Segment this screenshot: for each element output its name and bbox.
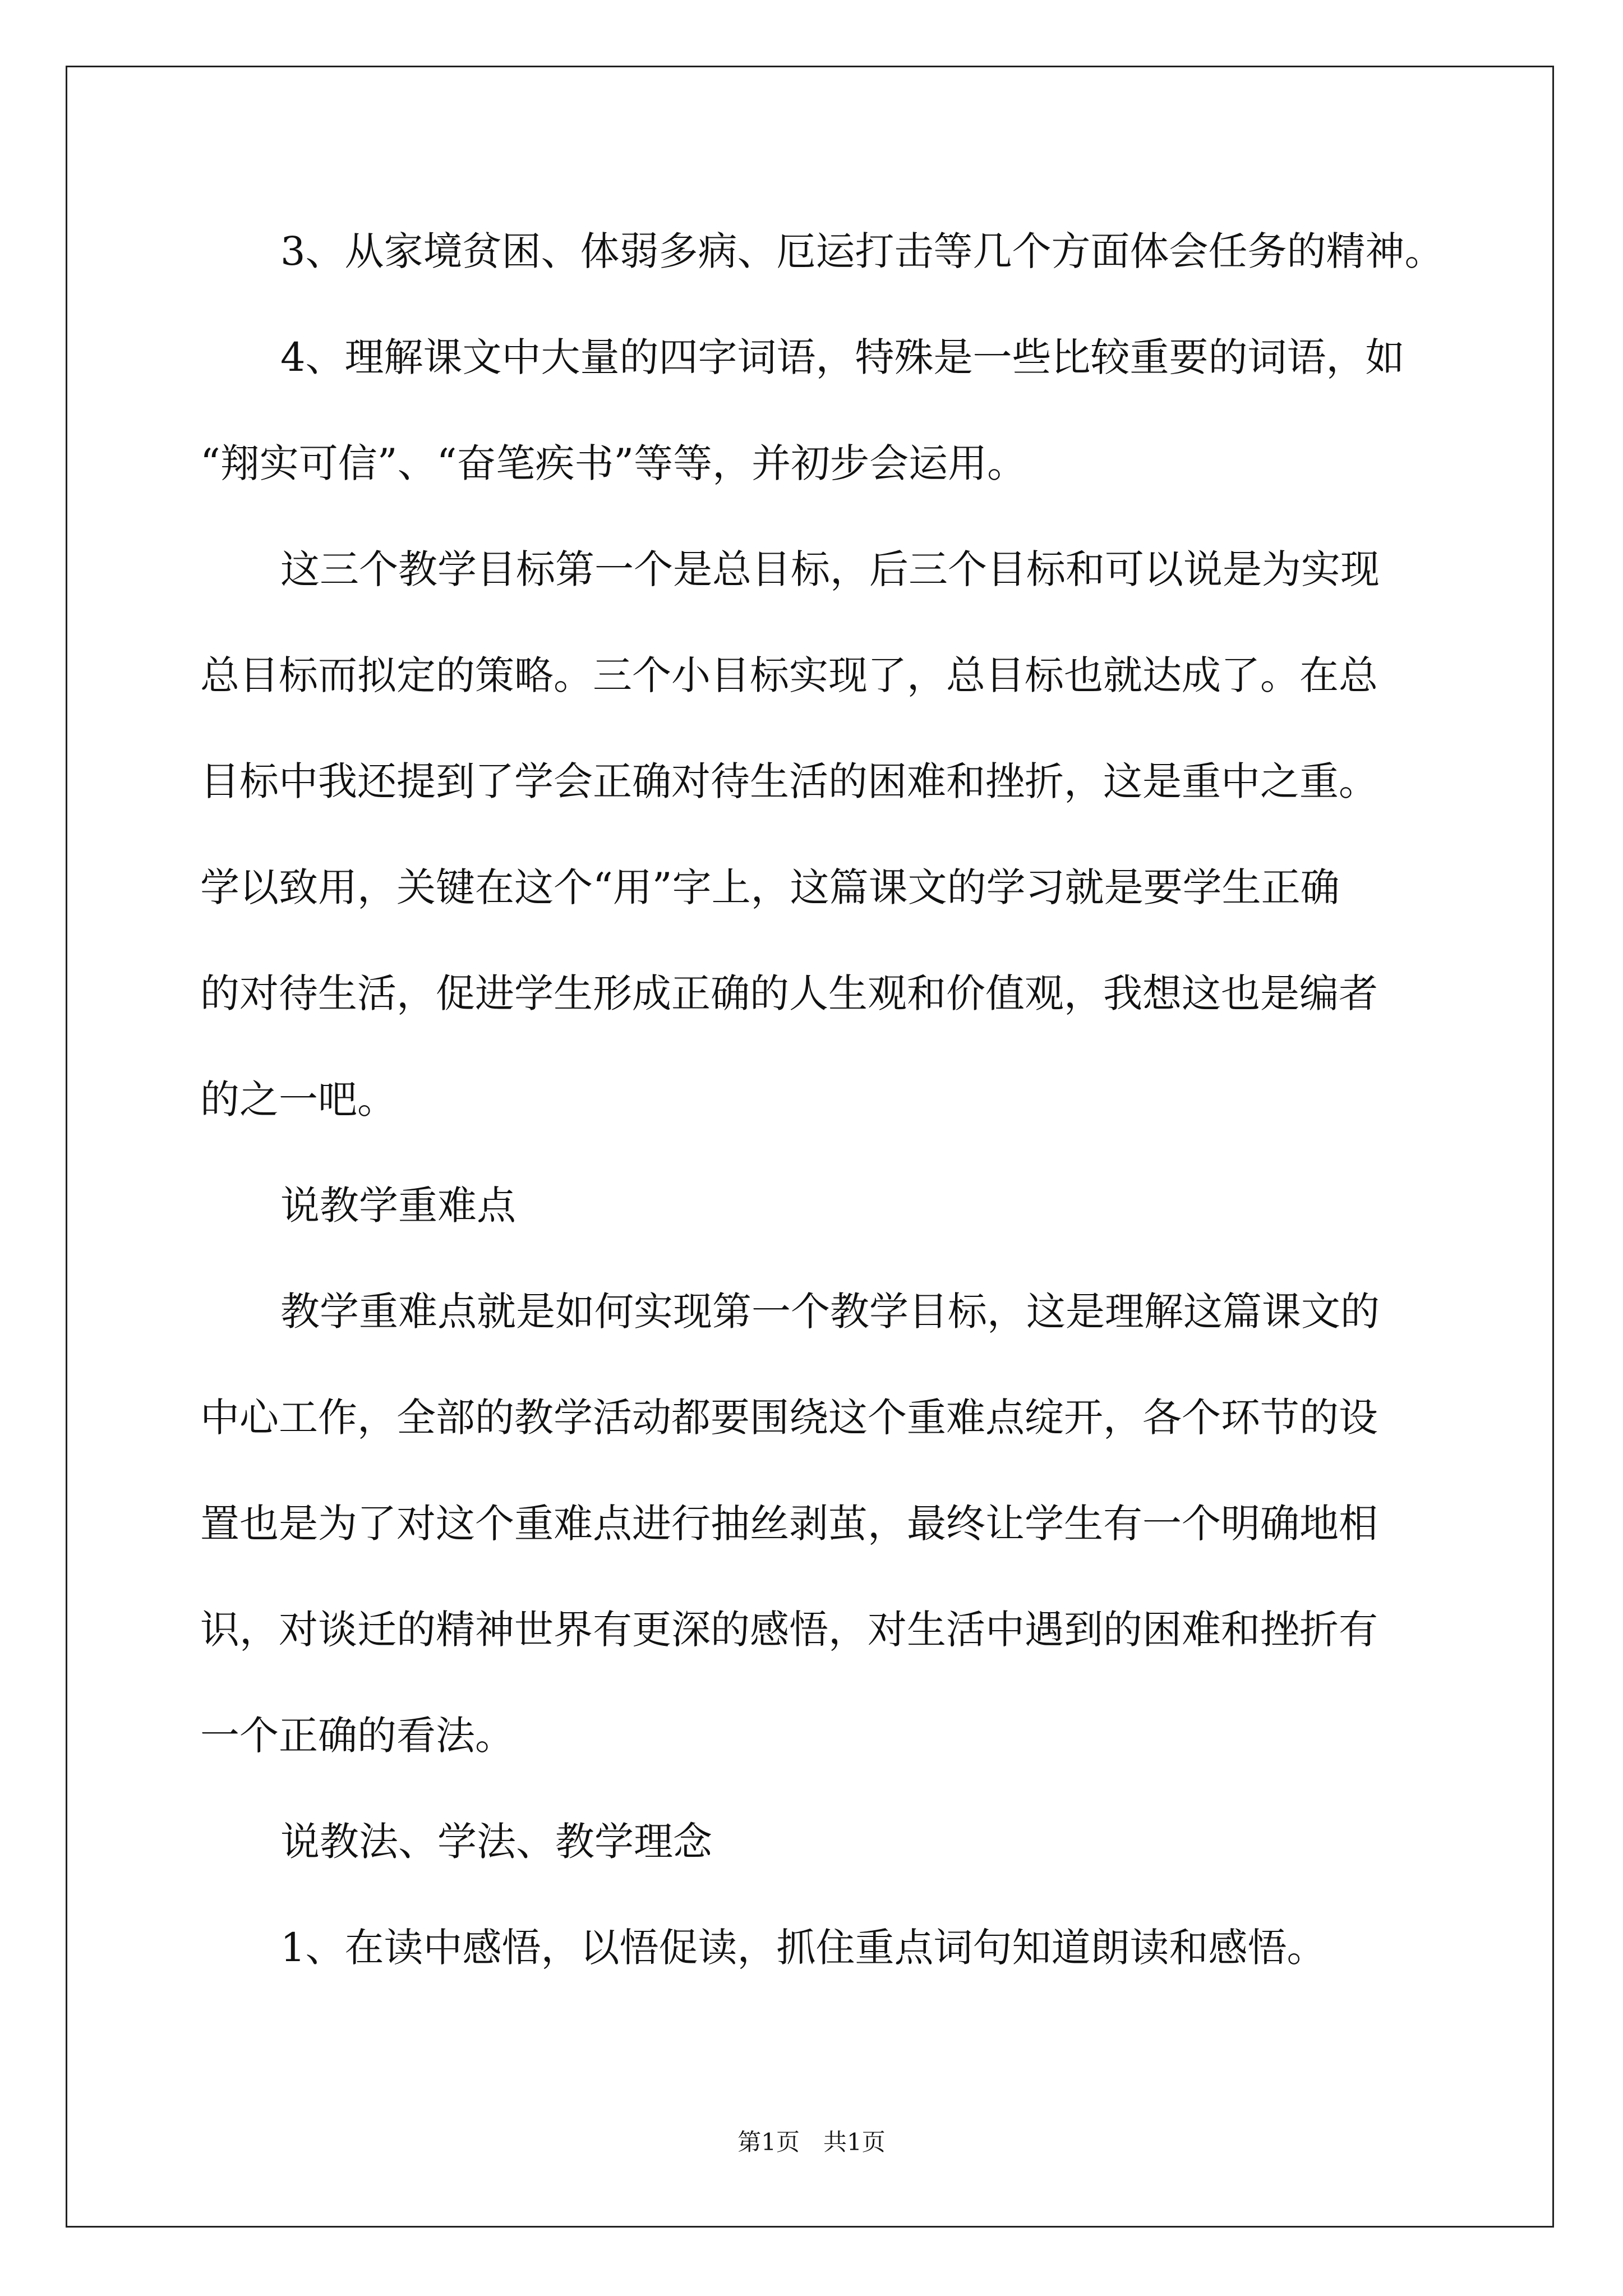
text-line: 学以致用，关键在这个“用”字上，这篇课文的学习就是要学生正确 [200,864,1340,910]
text-line: 的之一吧。 [200,1076,396,1122]
text-line: 目标中我还提到了学会正确对待生活的困难和挫折，这是重中之重。 [200,758,1378,804]
text-line: 4、理解课文中大量的四字词语，特殊是一些比较重要的词语，如 [280,334,1405,380]
text-line: 识，对谈迁的精神世界有更深的感悟，对生活中遇到的困难和挫折有 [200,1607,1378,1653]
paragraph [200,305,1490,517]
heading-text: 说教法、学法、教学理念 [280,1819,712,1865]
document-body [200,199,1490,2001]
page-footer: 第1页 共1页 [737,2128,886,2156]
text-line: 一个正确的看法。 [200,1713,514,1759]
text-line: 1、在读中感悟，以悟促读，抓住重点词句知道朗读和感悟。 [280,1925,1326,1971]
section-heading [200,1789,1490,1895]
paragraph [200,1259,1490,1789]
section-heading [200,1153,1490,1259]
text-line: 总目标而拟定的策略。三个小目标实现了，总目标也就达成了。在总 [200,652,1378,698]
text-line: 的对待生活，促进学生形成正确的人生观和价值观，我想这也是编者 [200,970,1378,1016]
paragraph [200,1895,1490,2001]
text-line: “翔实可信”、“奋笔疾书”等等，并初步会运用。 [200,440,1027,486]
text-line: 3、从家境贫困、体弱多病、厄运打击等几个方面体会任务的精神。 [280,228,1444,274]
text-line: 置也是为了对这个重难点进行抽丝剥茧，最终让学生有一个明确地相 [200,1501,1378,1547]
heading-text: 说教学重难点 [280,1182,516,1228]
paragraph [200,517,1490,1153]
text-line: 中心工作，全部的教学活动都要围绕这个重难点绽开，各个环节的设 [200,1395,1378,1441]
text-line: 教学重难点就是如何实现第一个教学目标，这是理解这篇课文的 [280,1289,1380,1335]
text-line: 这三个教学目标第一个是总目标，后三个目标和可以说是为实现 [280,546,1380,592]
paragraph [200,199,1490,305]
